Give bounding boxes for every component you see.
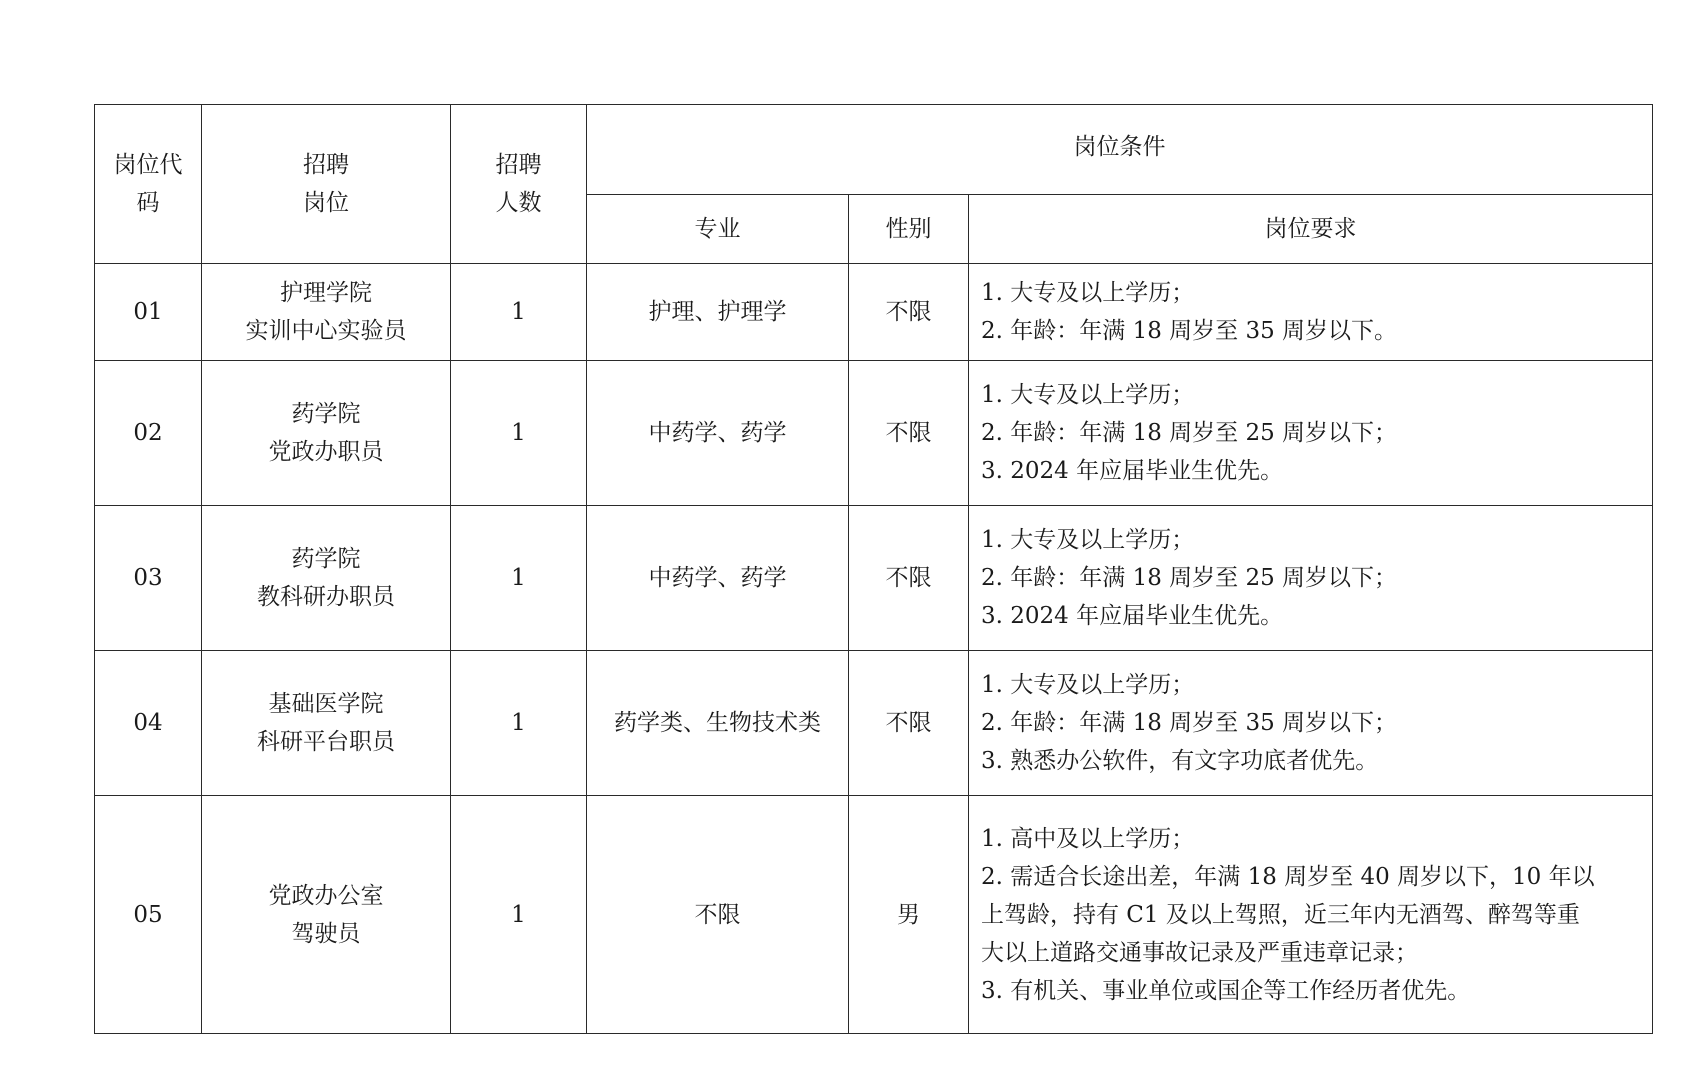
requirement-line: 1. 大专及以上学历； bbox=[981, 527, 1195, 553]
cell-gender: 不限 bbox=[849, 506, 969, 651]
header-code-line: 岗位代 bbox=[113, 152, 183, 178]
post-line: 党政办职员 bbox=[268, 439, 384, 465]
requirement-line: 1. 大专及以上学历； bbox=[981, 280, 1195, 306]
post-line: 科研平台职员 bbox=[257, 729, 395, 755]
requirement-line: 3. 2024 年应届毕业生优先。 bbox=[981, 458, 1284, 484]
post-line: 基础医学院 bbox=[268, 691, 384, 717]
table-row bbox=[95, 651, 1653, 796]
requirement-line: 2. 年龄：年满 18 周岁至 35 周岁以下。 bbox=[981, 318, 1398, 344]
cell-post bbox=[202, 651, 451, 796]
cell-requirements bbox=[969, 796, 1653, 1034]
cell-code: 02 bbox=[95, 361, 202, 506]
cell-requirements bbox=[969, 264, 1653, 361]
cell-major: 药学类、生物技术类 bbox=[587, 651, 849, 796]
header-post-line: 招聘 bbox=[303, 152, 349, 178]
cell-requirements bbox=[969, 361, 1653, 506]
requirement-line: 2. 年龄：年满 18 周岁至 25 周岁以下； bbox=[981, 565, 1398, 591]
table-row bbox=[95, 506, 1653, 651]
header-conditions: 岗位条件 bbox=[587, 105, 1653, 195]
header-row-top bbox=[95, 105, 1653, 195]
post-line: 药学院 bbox=[291, 401, 361, 427]
header-code-line: 码 bbox=[136, 190, 160, 216]
requirement-line: 3. 2024 年应届毕业生优先。 bbox=[981, 603, 1284, 629]
requirement-line: 2. 年龄：年满 18 周岁至 35 周岁以下； bbox=[981, 710, 1398, 736]
requirement-line: 1. 大专及以上学历； bbox=[981, 382, 1195, 408]
cell-code: 01 bbox=[95, 264, 202, 361]
cell-gender: 不限 bbox=[849, 264, 969, 361]
cell-count: 1 bbox=[451, 506, 587, 651]
table-row bbox=[95, 264, 1653, 361]
table-row bbox=[95, 796, 1653, 1034]
table-row bbox=[95, 361, 1653, 506]
cell-code: 04 bbox=[95, 651, 202, 796]
cell-gender: 不限 bbox=[849, 651, 969, 796]
requirement-line: 上驾龄，持有 C1 及以上驾照，近三年内无酒驾、醉驾等重 bbox=[981, 901, 1580, 928]
header-post bbox=[202, 105, 451, 264]
requirement-line: 2. 年龄：年满 18 周岁至 25 周岁以下； bbox=[981, 420, 1398, 446]
cell-post bbox=[202, 796, 451, 1034]
header-gender: 性别 bbox=[849, 195, 969, 264]
post-line: 党政办公室 bbox=[268, 882, 384, 909]
post-line: 实训中心实验员 bbox=[245, 318, 407, 344]
cell-major: 中药学、药学 bbox=[587, 506, 849, 651]
cell-count: 1 bbox=[451, 361, 587, 506]
header-count-line: 人数 bbox=[495, 190, 542, 216]
header-requirements: 岗位要求 bbox=[969, 195, 1653, 264]
header-count bbox=[451, 105, 587, 264]
recruitment-table bbox=[94, 104, 1653, 1034]
cell-gender: 男 bbox=[849, 796, 969, 1034]
header-code bbox=[95, 105, 202, 264]
header-count-line: 招聘 bbox=[495, 152, 542, 178]
cell-code: 05 bbox=[95, 796, 202, 1034]
cell-major: 不限 bbox=[587, 796, 849, 1034]
cell-major: 中药学、药学 bbox=[587, 361, 849, 506]
cell-post bbox=[202, 361, 451, 506]
cell-requirements bbox=[969, 651, 1653, 796]
cell-count: 1 bbox=[451, 264, 587, 361]
requirement-line: 1. 高中及以上学历； bbox=[981, 825, 1195, 852]
post-line: 驾驶员 bbox=[291, 920, 361, 947]
post-line: 教科研办职员 bbox=[257, 584, 395, 610]
header-post-line: 岗位 bbox=[303, 190, 349, 216]
requirement-line: 3. 有机关、事业单位或国企等工作经历者优先。 bbox=[981, 977, 1471, 1004]
requirement-line: 1. 大专及以上学历； bbox=[981, 672, 1195, 698]
post-line: 护理学院 bbox=[280, 280, 372, 306]
requirement-line: 大以上道路交通事故记录及严重违章记录； bbox=[981, 939, 1418, 966]
cell-requirements bbox=[969, 506, 1653, 651]
requirement-line: 3. 熟悉办公软件，有文字功底者优先。 bbox=[981, 748, 1379, 774]
cell-post bbox=[202, 264, 451, 361]
header-major: 专业 bbox=[587, 195, 849, 264]
cell-count: 1 bbox=[451, 796, 587, 1034]
cell-gender: 不限 bbox=[849, 361, 969, 506]
requirement-line: 2. 需适合长途出差，年满 18 周岁至 40 周岁以下，10 年以 bbox=[981, 863, 1595, 890]
cell-post bbox=[202, 506, 451, 651]
cell-major: 护理、护理学 bbox=[587, 264, 849, 361]
post-line: 药学院 bbox=[291, 546, 361, 572]
cell-count: 1 bbox=[451, 651, 587, 796]
cell-code: 03 bbox=[95, 506, 202, 651]
